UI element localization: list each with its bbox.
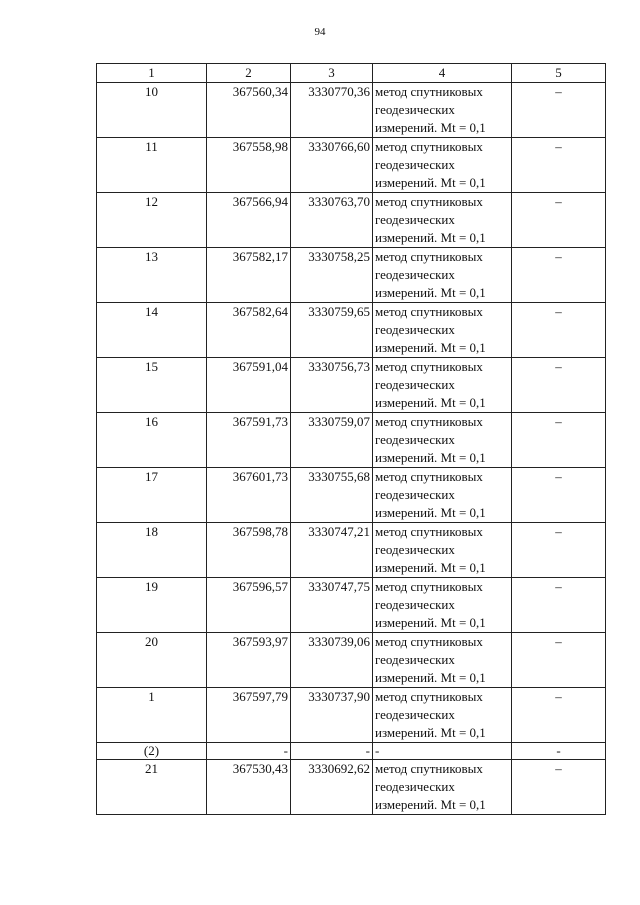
method-text: метод спутниковых геодезических измерений. Mt = 0,1 — [375, 634, 486, 685]
x-coordinate-cell: 367582,17 — [207, 248, 291, 303]
table-row — [97, 523, 606, 578]
method-cell — [373, 743, 512, 760]
note-cell: – — [512, 193, 606, 248]
method-text: метод спутниковых геодезических измерений. Mt = 0,1 — [375, 579, 486, 630]
method-cell — [373, 523, 512, 578]
header-col-2: 2 — [207, 64, 291, 83]
y-coordinate-cell: 3330692,62 — [291, 760, 373, 815]
x-coordinate-cell: 367591,04 — [207, 358, 291, 413]
header-col-5: 5 — [512, 64, 606, 83]
method-cell — [373, 248, 512, 303]
method-text: метод спутниковых геодезических измерений. Mt = 0,1 — [375, 689, 486, 740]
point-number-cell: 18 — [97, 523, 207, 578]
table-row — [97, 578, 606, 633]
x-coordinate-cell: 367566,94 — [207, 193, 291, 248]
y-coordinate-cell: 3330766,60 — [291, 138, 373, 193]
x-coordinate-cell: 367598,78 — [207, 523, 291, 578]
y-coordinate-cell: 3330739,06 — [291, 633, 373, 688]
note-cell: – — [512, 760, 606, 815]
coordinates-table — [96, 63, 606, 815]
point-number-cell: 19 — [97, 578, 207, 633]
x-coordinate-cell: - — [207, 743, 291, 760]
x-coordinate-cell: 367582,64 — [207, 303, 291, 358]
method-text: метод спутниковых геодезических измерений. Mt = 0,1 — [375, 469, 486, 520]
note-cell: – — [512, 248, 606, 303]
x-coordinate-cell: 367591,73 — [207, 413, 291, 468]
method-cell — [373, 688, 512, 743]
note-cell: – — [512, 688, 606, 743]
x-coordinate-cell: 367593,97 — [207, 633, 291, 688]
method-cell — [373, 358, 512, 413]
note-cell: – — [512, 468, 606, 523]
y-coordinate-cell: 3330756,73 — [291, 358, 373, 413]
point-number-cell: 15 — [97, 358, 207, 413]
note-cell: – — [512, 578, 606, 633]
y-coordinate-cell: 3330763,70 — [291, 193, 373, 248]
table-row — [97, 358, 606, 413]
y-coordinate-cell: 3330747,75 — [291, 578, 373, 633]
y-coordinate-cell: 3330759,65 — [291, 303, 373, 358]
header-col-4: 4 — [373, 64, 512, 83]
method-text: метод спутниковых геодезических измерений. Mt = 0,1 — [375, 249, 486, 300]
table-row — [97, 413, 606, 468]
note-cell: – — [512, 413, 606, 468]
y-coordinate-cell: 3330758,25 — [291, 248, 373, 303]
point-number-cell: 11 — [97, 138, 207, 193]
x-coordinate-cell: 367558,98 — [207, 138, 291, 193]
method-text: метод спутниковых геодезических измерений. Mt = 0,1 — [375, 414, 486, 465]
point-number-cell: 13 — [97, 248, 207, 303]
table-row — [97, 468, 606, 523]
note-cell: – — [512, 523, 606, 578]
point-number-cell: 20 — [97, 633, 207, 688]
y-coordinate-cell: 3330737,90 — [291, 688, 373, 743]
x-coordinate-cell: 367560,34 — [207, 83, 291, 138]
y-coordinate-cell: 3330755,68 — [291, 468, 373, 523]
header-col-3: 3 — [291, 64, 373, 83]
point-number-cell: 17 — [97, 468, 207, 523]
point-number-cell: 14 — [97, 303, 207, 358]
method-cell — [373, 578, 512, 633]
x-coordinate-cell: 367601,73 — [207, 468, 291, 523]
note-cell: – — [512, 83, 606, 138]
x-coordinate-cell: 367597,79 — [207, 688, 291, 743]
method-cell — [373, 303, 512, 358]
table-row — [97, 688, 606, 743]
table-row — [97, 248, 606, 303]
point-number-cell: 12 — [97, 193, 207, 248]
method-text: - — [375, 743, 380, 758]
point-number-cell: 16 — [97, 413, 207, 468]
method-text: метод спутниковых геодезических измерений. Mt = 0,1 — [375, 359, 486, 410]
table-row — [97, 760, 606, 815]
header-col-1: 1 — [97, 64, 207, 83]
page-number: 94 — [314, 26, 326, 38]
method-cell — [373, 760, 512, 815]
point-number-cell: 21 — [97, 760, 207, 815]
point-number-cell: (2) — [97, 743, 207, 760]
method-text: метод спутниковых геодезических измерений. Mt = 0,1 — [375, 139, 486, 190]
table-row — [97, 83, 606, 138]
method-text: метод спутниковых геодезических измерений. Mt = 0,1 — [375, 194, 486, 245]
note-cell: – — [512, 303, 606, 358]
y-coordinate-cell: 3330770,36 — [291, 83, 373, 138]
note-cell: – — [512, 633, 606, 688]
separator-row — [97, 743, 606, 760]
header-row — [97, 64, 606, 83]
table-row — [97, 138, 606, 193]
note-cell: – — [512, 358, 606, 413]
method-cell — [373, 633, 512, 688]
point-number-cell: 1 — [97, 688, 207, 743]
y-coordinate-cell: 3330747,21 — [291, 523, 373, 578]
method-text: метод спутниковых геодезических измерений. Mt = 0,1 — [375, 524, 486, 575]
table-row — [97, 303, 606, 358]
table-row — [97, 193, 606, 248]
method-text: метод спутниковых геодезических измерений. Mt = 0,1 — [375, 304, 486, 355]
note-cell: - — [512, 743, 606, 760]
table-row — [97, 633, 606, 688]
point-number-cell: 10 — [97, 83, 207, 138]
y-coordinate-cell: 3330759,07 — [291, 413, 373, 468]
note-cell: – — [512, 138, 606, 193]
method-cell — [373, 193, 512, 248]
x-coordinate-cell: 367596,57 — [207, 578, 291, 633]
method-cell — [373, 138, 512, 193]
y-coordinate-cell: - — [291, 743, 373, 760]
method-cell — [373, 468, 512, 523]
method-cell — [373, 413, 512, 468]
method-text: метод спутниковых геодезических измерений. Mt = 0,1 — [375, 84, 486, 135]
x-coordinate-cell: 367530,43 — [207, 760, 291, 815]
method-cell — [373, 83, 512, 138]
method-text: метод спутниковых геодезических измерений. Mt = 0,1 — [375, 761, 486, 812]
